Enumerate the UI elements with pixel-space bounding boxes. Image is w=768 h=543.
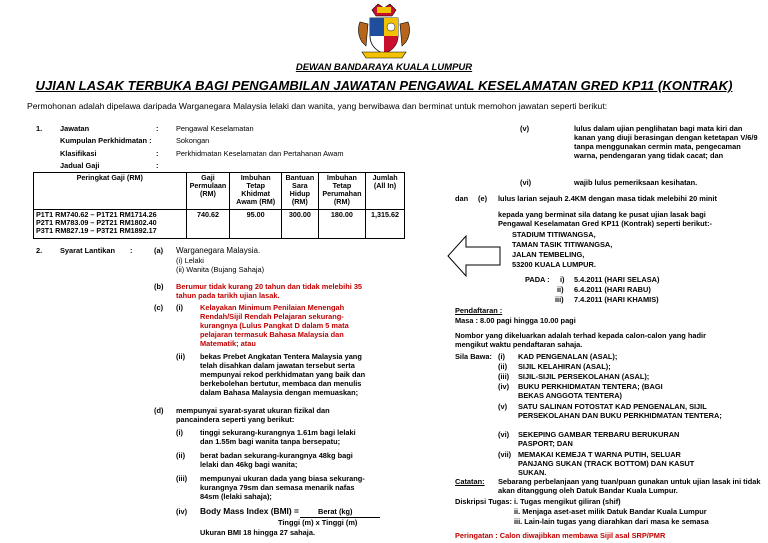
bring-5-text: SATU SALINAN FOTOSTAT KAD PENGENALAN, SIJIL PERSEKOLAHAN DAN BUKU PERKHIDMATAN TENTERA; <box>518 402 722 420</box>
cond-e-key: (e) <box>478 194 488 203</box>
salary-table-header-row <box>34 173 405 210</box>
page-title: UJIAN LASAK TERBUKA BAGI PENGAMBILAN JAWATAN PENGAWAL KESELAMATAN GRED KP11 (KONTRAK) <box>35 78 733 93</box>
bring-1-key: (i) <box>498 352 505 361</box>
bmi-numerator: Berat (kg) <box>318 507 353 516</box>
duty-3: iii. Lain-lain tugas yang diarahkan dari masa ke semasa <box>514 517 709 526</box>
venue-arrow-icon <box>442 228 506 289</box>
cond-e-text: lulus larian sejauh 2.4KM dengan masa tidak melebihi 20 minit <box>498 194 717 203</box>
cond-c-i-key: (i) <box>176 303 183 312</box>
venue-line-4: 53200 KUALA LUMPUR. <box>512 260 596 269</box>
date-3-text: 7.4.2011 (HARI KHAMIS) <box>574 295 659 304</box>
header-peringkat-gaji: Peringkat Gaji (RM) <box>34 173 187 210</box>
bring-4-key: (iv) <box>498 382 510 391</box>
bmi-denominator: Tinggi (m) x Tinggi (m) <box>278 518 358 527</box>
header-bantuan-sara-hidup: Bantuan Sara Hidup (RM) <box>281 173 318 210</box>
field-jadual-gaji-sep: : <box>156 161 159 170</box>
value-jumlah: 1,315.62 <box>366 210 405 239</box>
date-1-text: 5.4.2011 (HARI SELASA) <box>574 275 660 284</box>
header-imbuhan-perumahan: Imbuhan Tetap Perumahan (RM) <box>318 173 365 210</box>
grade-ranges <box>34 210 187 239</box>
bring-6-text: SEKEPING GAMBAR TERBARU BERUKURAN PASPORT; DAN <box>518 430 680 448</box>
cond-v-key: (v) <box>520 124 530 133</box>
field-jawatan-value: Pengawal Keselamatan <box>176 124 254 133</box>
cond-d-text: mempunyai syarat-syarat ukuran fizikal dan pancaindera seperti yang berikut: <box>176 406 330 424</box>
date-2-text: 6.4.2011 (HARI RABU) <box>574 285 651 294</box>
duty-2: ii. Menjaga aset-aset milik Datuk Bandar Kuala Lumpur <box>514 507 707 516</box>
field-jadual-gaji-label: Jadual Gaji <box>60 161 100 170</box>
registration-note: Nombor yang dikeluarkan adalah terhad kepada calon-calon yang hadir mengikut waktu pendaftaran sahaja. <box>455 331 706 349</box>
cond-vi-text: wajib lulus pemeriksaan kesihatan. <box>574 178 698 187</box>
cond-b-text: Berumur tidak kurang 20 tahun dan tidak melebihi 35 tahun pada tarikh ujian lasak. <box>176 282 363 300</box>
header-jumlah: Jumlah (All In) <box>366 173 405 210</box>
cond-a-text: Warganegara Malaysia. <box>176 246 261 255</box>
bring-1-text: KAD PENGENALAN (ASAL); <box>518 352 618 361</box>
bring-3-key: (iii) <box>498 372 510 381</box>
bring-7-key: (vii) <box>498 450 512 459</box>
value-imbuhan-khidmat-awam: 95.00 <box>230 210 282 239</box>
cond-d-i-text: tinggi sekurang-kurangnya 1.61m bagi lelaki dan 1.55m bagi wanita tanpa bersepatu; <box>200 428 356 446</box>
registration-title: Pendaftaran : <box>455 306 503 315</box>
note-text: Sebarang perbelanjaan yang tuan/puan gunakan untuk ujian lasak ini tidak akan ditanggung oleh Datuk Bandar Kuala Lumpur. <box>498 477 761 495</box>
intro-text: Permohonan adalah dipelawa daripada Warganegara Malaysia lelaki dan wanita, yang berwibawa dan berminat untuk memohon jawatan seperti berikut: <box>27 101 608 111</box>
bmi-range: Ukuran BMI 18 hingga 27 sahaja. <box>200 528 316 537</box>
cond-c-i-text: Kelayakan Minimum Penilaian Menengah Rendah/Sijil Rendah Pelajaran sekurang-kurangnya (Lulus Pangkat D dalam 5 mata pelajaran termasuk Bahasa Malaysia dan Matematik; atau <box>200 303 349 348</box>
date-1-key: i) <box>560 275 565 284</box>
cond-a-key: (a) <box>154 246 164 255</box>
cond-c-key: (c) <box>154 303 164 312</box>
duty-1: i. Tugas mengikut giliran (shif) <box>514 497 621 506</box>
field-jawatan-sep: : <box>156 124 159 133</box>
cond-d-ii-key: (ii) <box>176 451 186 460</box>
item-2-number: 2. <box>36 246 43 255</box>
cond-a-wanita: (ii) Wanita (Bujang Sahaja) <box>176 265 265 274</box>
bmi-label: Body Mass Index (BMI) = <box>200 506 299 516</box>
bring-6-key: (vi) <box>498 430 510 439</box>
field-klasifikasi-value: Perkhidmatan Keselamatan dan Pertahanan Awam <box>176 149 344 158</box>
bring-3-text: SIJIL-SIJIL PERSEKOLAHAN (ASAL); <box>518 372 650 381</box>
field-jawatan-label: Jawatan <box>60 124 90 133</box>
field-klasifikasi-label: Klasifikasi <box>60 149 97 158</box>
organization-name: DEWAN BANDARAYA KUALA LUMPUR <box>295 62 473 73</box>
cond-d-iii-key: (iii) <box>176 474 188 483</box>
syarat-lantikan-sep: : <box>130 246 133 255</box>
cond-e-prefix: dan <box>455 194 469 203</box>
cond-d-iv-key: (iv) <box>176 507 188 516</box>
grade-p3: P3T1 RM827.19 – P3T21 RM1892.17 <box>36 226 157 235</box>
salary-table <box>33 172 405 239</box>
date-2-key: ii) <box>557 285 564 294</box>
item-1-number: 1. <box>36 124 43 133</box>
registration-time: Masa : 8.00 pagi hingga 10.00 pagi <box>455 316 576 325</box>
bring-5-key: (v) <box>498 402 508 411</box>
header-gaji-permulaan: Gaji Permulaan (RM) <box>186 173 230 210</box>
note-label: Catatan: <box>455 477 485 486</box>
venue-line-2: TAMAN TASIK TITIWANGSA, <box>512 240 613 249</box>
cond-d-iii-text: mempunyai ukuran dada yang biasa sekurang-kurangnya 79sm dan semasa menarik nafas 84sm (lelaki sahaja); <box>200 474 365 501</box>
bring-2-key: (ii) <box>498 362 508 371</box>
field-klasifikasi-sep: : <box>156 149 159 158</box>
value-imbuhan-perumahan: 180.00 <box>318 210 365 239</box>
value-bantuan-sara-hidup: 300.00 <box>281 210 318 239</box>
cond-v-text: lulus dalam ujian penglihatan bagi mata kiri dan kanan yang diuji berasingan dengan ketetapan V/6/9 tanpa menggunakan cermin mata, pengecaman warna, pendengaran yang tidak cacat; dan <box>574 124 758 160</box>
duty-label: Diskripsi Tugas: <box>455 497 512 506</box>
syarat-lantikan-label: Syarat Lantikan <box>60 246 116 255</box>
bring-4-text: BUKU PERKHIDMATAN TENTERA; (BAGI BEKAS ANGGOTA TENTERA) <box>518 382 663 400</box>
grade-p2: P2T1 RM783.09 – P2T21 RM1802.40 <box>36 218 157 227</box>
cond-c-ii-key: (ii) <box>176 352 186 361</box>
cond-c-ii-text: bekas Prebet Angkatan Tentera Malaysia yang telah disahkan dalam jawatan tersebut serta mempunyai rekod perkhidmatan yang baik dan berkebolehan bertutur, membaca dan menulis dalam Bahasa Malaysia dengan memuaskan; <box>200 352 366 397</box>
date-3-key: iii) <box>555 295 564 304</box>
cond-vi-key: (vi) <box>520 178 532 187</box>
pada-label: PADA : <box>525 275 550 284</box>
value-gaji-permulaan: 740.62 <box>186 210 230 239</box>
venue-line-3: JALAN TEMBELING, <box>512 250 585 259</box>
grade-p1: P1T1 RM740.62 – P1T21 RM1714.26 <box>36 210 157 219</box>
cond-a-lelaki: (i) Lelaki <box>176 256 204 265</box>
salary-table-row <box>34 210 405 239</box>
cond-d-ii-text: berat badan sekurang-kurangnya 48kg bagi lelaki dan 46kg bagi wanita; <box>200 451 353 469</box>
field-kumpulan-label: Kumpulan Perkhidmatan : <box>60 136 152 145</box>
cond-d-i-key: (i) <box>176 428 183 437</box>
header-imbuhan-khidmat-awam: Imbuhan Tetap Khidmat Awam (RM) <box>230 173 282 210</box>
cond-b-key: (b) <box>154 282 164 291</box>
field-kumpulan-value: Sokongan <box>176 136 210 145</box>
bring-label: Sila Bawa: <box>455 352 492 361</box>
venue-line-1: STADIUM TITIWANGSA, <box>512 230 596 239</box>
cond-d-key: (d) <box>154 406 164 415</box>
report-instructions: kepada yang berminat sila datang ke pusat ujian lasak bagi Pengawal Keselamatan Gred KP11 (Kontrak) seperti berikut:- <box>498 210 712 228</box>
dbkl-crest-logo <box>352 2 416 60</box>
bring-2-text: SIJIL KELAHIRAN (ASAL); <box>518 362 611 371</box>
warning-text: Peringatan : Calon diwajibkan membawa Sijil asal SRP/PMR <box>455 531 666 540</box>
bring-7-text: MEMAKAI KEMEJA T WARNA PUTIH, SELUAR PANJANG SUKAN (TRACK BOTTOM) DAN KASUT SUKAN. <box>518 450 695 477</box>
